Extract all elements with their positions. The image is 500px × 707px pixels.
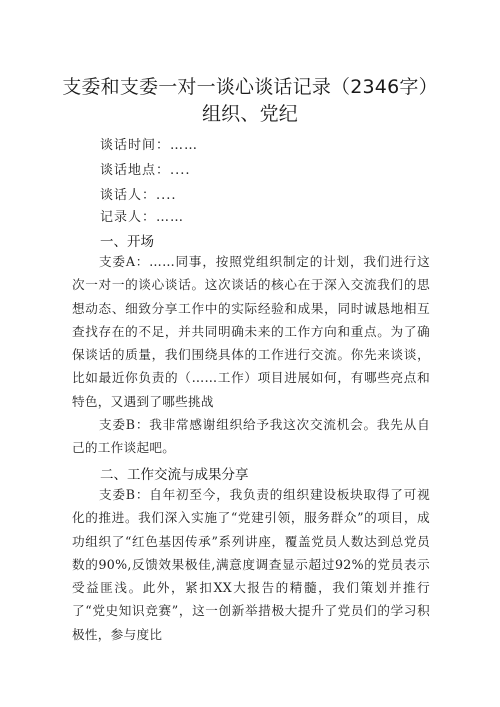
section-opening-reply xyxy=(72,413,430,460)
document-title: 支委和支委一对一谈心谈话记录（2346字） xyxy=(62,76,438,98)
document-subtitle: 组织、党纪 xyxy=(201,103,298,125)
paragraph-member-b-reply: 支委B：我非常感谢组织给予我这次交流机会。我先从自己的工作谈起吧。 xyxy=(72,417,430,456)
section-heading-work-exchange: 二、工作交流与成果分享 xyxy=(100,467,249,483)
meta-place: 谈话地点：.... xyxy=(100,163,191,178)
meta-talker: 谈话人：.... xyxy=(100,188,177,203)
paragraph-member-a-opening: 支委A：……同事，按照党组织制定的计划，我们进行这次一对一的谈心谈话。这次谈话的核心在于深入交流我们的思想动态、细致分享工作中的实际经验和成果，同时诚恳地相互查找存在的不足，并共同明确未来的工作方向和重点。为了确保谈话的质量，我们围绕具体的工作进行交流。你先来谈谈，比如最近你负责的（……工作）项目进展如何，有哪些亮点和特色，又遇到了哪些挑战 xyxy=(72,254,430,409)
section-work-exchange-body xyxy=(72,483,430,646)
section-heading-opening: 一、开场 xyxy=(100,234,154,250)
section-opening-body xyxy=(72,250,430,413)
meta-recorder: 记录人：…… xyxy=(100,210,185,225)
paragraph-member-b-work: 支委B：自年初至今，我负责的组织建设板块取得了可视化的推进。我们深入实施了“党建引领，服务群众”的项目，成功组织了“红色基因传承”系列讲座，覆盖党员人数达到总党员数的90%,反馈效果极佳,满意度调查显示超过92%的党员表示受益匪浅。此外，紧扣XX大报告的精髓，我们策划并推行了“党史知识竞赛”，这一创新举措极大提升了党员们的学习积极性，参与度比 xyxy=(72,487,430,642)
meta-time: 谈话时间：…… xyxy=(100,138,199,153)
